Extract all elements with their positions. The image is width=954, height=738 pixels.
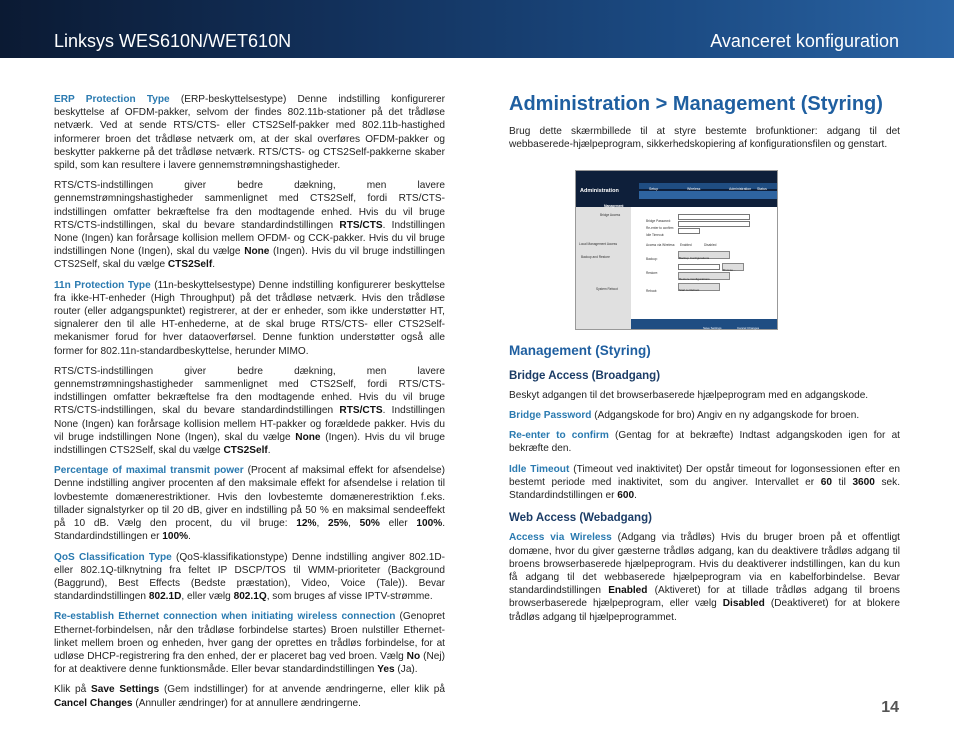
term-11n-protection: 11n Protection Type — [54, 279, 151, 291]
screenshot-backup-button: Backup Configurations — [678, 251, 730, 259]
management-heading: Management (Styring) — [509, 343, 651, 359]
page-number: 14 — [881, 699, 899, 716]
term-access-via-wireless: Access via Wireless — [509, 532, 612, 544]
screenshot-reboot-button: Start to Reboot — [678, 283, 720, 291]
term-bridge-password: Bridge Password — [509, 410, 592, 422]
transmit-power-paragraph: Percentage of maximal transmit power (Procent af maksimal effekt for afsendelse) Denne indstilling angiver procenten af den maksimale effekt for afsendelse i relation til lovbestemte domænerestriktioner. Hvis den lovbestemte domænerestriktion f.eks. tillader signalstyrker op til 20 dB, giver en indstilling på 50 % en maksimal sendeeffekt på 10 dB. Vælg den procent, du vil bruge: 12%, 25%, 50% eller 100%. Standardindstillingen er 100%. — [54, 465, 446, 543]
web-access-heading: Web Access (Webadgang) — [509, 512, 652, 525]
bridge-access-heading: Bridge Access (Broadgang) — [509, 369, 661, 382]
bridge-password-paragraph: Bridge Password (Adgangskode for bro) Angiv en ny adgangskode for broen. — [509, 410, 860, 422]
screenshot-restore-button: Restore Configurations — [678, 272, 730, 280]
rts-cts-paragraph-1: RTS/CTS-indstillingen giver bedre dækning, men lavere gennemstrømningshastigheder sammenlignet med CTS2Self, fordi RTS/CTS-indstillingen omfatter bekræftelse fra den modtagende enhed. Hvis du vil bruge RTS/CTS-indstillingen, skal du bevare standardindstillingen RTS/CTS. Indstillingen None (Ingen) kan forårsage kollision mellem OFDM- og CCK-pakker. Hvis du vil bruge indstillingen None (Ingen), skal du vælge None (Ingen). Hvis du vil bruge indstillingen CTS2Self, skal du vælge CTS2Self. — [54, 180, 445, 271]
reenter-confirm-paragraph: Re-enter to confirm (Gentag for at bekræfte) Indtast adgangskoden igen for at bekræfte den. — [509, 430, 900, 455]
screenshot-password-field — [678, 214, 750, 220]
erp-protection-paragraph: ERP Protection Type (ERP-beskyttelsestype) Denne indstilling konfigurerer beskyttelse af OFDM-pakker, selvom der findes 802.11b-stationer på det trådløse netværk. Ved at sende RTS/CTS- eller CTS2Self-pakker med 802.11b-hastighed informerer broen det trådløse netværk om, at der skal overføres OFDM-pakker og beskytter pakkerne på det trådløse netværk. RTS/CTS- og CTS2Self-pakkerne skaber spild, som kan resultere i lavere gennemstrømningshastigheder. — [54, 94, 445, 172]
term-erp-protection: ERP Protection Type — [54, 94, 170, 105]
page-header — [0, 0, 954, 58]
screenshot-tab: Administration — [729, 187, 752, 192]
screenshot-confirm-field — [678, 221, 750, 227]
management-screenshot: Administration Setup Wireless Administration Status Management Bridge Access Bridge Password: Re-enter to confirm: Idle Timeout: Local Management Access Access via Wireless: Enabled Disabled Backup and Restore Backup: Backup Configurations Browse... Restore: Restore Configurations System Reboot Reboot: Start to Reboot Save Settings Cancel Changes — [575, 170, 778, 330]
screenshot-tab: Setup — [649, 187, 659, 192]
term-transmit-power: Percentage of maximal transmit power — [54, 465, 244, 477]
screenshot-save-button: Save Settings — [703, 326, 722, 331]
rts-cts-paragraph-2: RTS/CTS-indstillingen giver bedre dækning, men lavere gennemstrømningshastigheder sammenlignet med CTS2Self, fordi RTS/CTS-indstillingen omfatter bekræftelse fra den modtagende enhed. Hvis du vil bruge RTS/CTS-indstillingen, skal du bevare standardindstillingen RTS/CTS. Indstillingen None (Ingen) kan forårsage kollision mellem HT-pakker og forældede pakker. Hvis du vil bruge indstillingen None (Ingen), skal du vælge None (Ingen). Hvis du vil bruge indstillingen CTS2Self, skal du vælge CTS2Self. — [54, 365, 445, 457]
idle-timeout-paragraph: Idle Timeout (Timeout ved inaktivitet) Der opstår timeout for logonsessionen efter en bestemt periode med inaktivitet, som du angiver. Intervallet er 60 til 3600 sek. Standardindstillingen er 600. — [509, 463, 901, 502]
reestablish-ethernet-paragraph: Re-establish Ethernet connection when initiating wireless connection (Genopret Ethernet-forbindelsen, når den trådløse forbindelse startes) Broen nulstiller Ethernet-linket mellem broen og enheden, hver gang der oprettes en trådløs forbindelse, for at udløse DHCP-registrering fra den enhed, der er placeret bag ved broen. Vælg No (Nej) for at deaktivere denne funktionsmåde. Eller bevar standardindstillingen Yes (Ja). — [54, 611, 445, 676]
section-title: Administration > Management (Styring) — [509, 93, 883, 115]
term-qos: QoS Classification Type — [54, 551, 172, 563]
screenshot-browse-button: Browse... — [722, 263, 744, 271]
screenshot-cancel-button: Cancel Changes — [737, 326, 760, 331]
right-column — [509, 93, 900, 631]
section-intro: Brug dette skærmbillede til at styre bestemte brofunktioner: adgang til det webbaserede-hjælpeprogram, sikkerhedskopiering af konfigurationsfilen og genstart. — [509, 126, 900, 151]
term-reestablish-ethernet: Re-establish Ethernet connection when initiating wireless connection — [54, 611, 396, 623]
11n-protection-paragraph: 11n Protection Type (11n-beskyttelsestype) Denne indstilling konfigurerer beskyttelse fra ikke-HT-enheder (High Throughput) på det trådløse netværk. Hvis den trådløse router (eller adgangspunktet) registrerer, at der er enheder, som ikke understøtter HT, signalerer den til alle HT-enhederne, at de skal bruge RTS/CTS- eller CTS2Self-mekanismer forud for hver dataoverførsel. Denne funktion understøtter også alle former for 802.11n-standardbeskyttelse, herunder MIMO. — [54, 279, 446, 357]
screenshot-restore-field — [678, 264, 720, 270]
left-column — [54, 93, 445, 717]
chapter-title: Avanceret konfiguration — [710, 31, 899, 51]
screenshot-tab: Wireless — [687, 187, 701, 192]
screenshot-section: Management — [604, 204, 624, 209]
term-reenter-confirm: Re-enter to confirm — [509, 430, 609, 442]
screenshot-tab: Status — [757, 187, 767, 192]
screenshot-timeout-field — [678, 228, 700, 234]
product-name: Linksys WES610N/WET610N — [54, 31, 292, 51]
save-settings-paragraph: Klik på Save Settings (Gem indstillinger) for at anvende ændringerne, eller klik på Cancel Changes (Annuller ændringer) for at annullere ændringerne. — [54, 684, 445, 709]
term-idle-timeout: Idle Timeout — [509, 463, 570, 475]
qos-paragraph: QoS Classification Type (QoS-klassifikationstype) Denne indstilling angiver 802.1D- eller 802.1Q-tilknytning fra feltet IP DSCP/TOS til WMM-prioriteter (Background (Baggrund), Best Effects (Bedste præstation), Video, Voice (Tale)). Bevar standardindstillingen 802.1D, eller vælg 802.1Q, som bruges af visse IPTV-strømme. — [54, 551, 445, 603]
bridge-access-intro: Beskyt adgangen til det browserbaserede hjælpeprogram med en adgangskode. — [509, 389, 869, 401]
screenshot-brand: Administration — [580, 188, 619, 195]
access-via-wireless-paragraph: Access via Wireless (Adgang via trådløs) Hvis du bruger broen på et offentligt domæne, hvor du giver gæsterne trådløs adgang, kan du deaktivere trådløs adgang til broens browserbaserede hjælpeprogram. Hvis du deaktiverer indstillingen, kan du kun få adgang til det webbaserede hjælpeprogram via en kabelforbindelse. Bevar standardindstillingen Enabled (Aktiveret) for at tillade trådløs adgang til broens browserbaserede hjælpeprogram, eller vælg Disabled (Deaktiveret) for at blokere trådløs adgang til hjælpeprogrammet. — [509, 532, 900, 623]
